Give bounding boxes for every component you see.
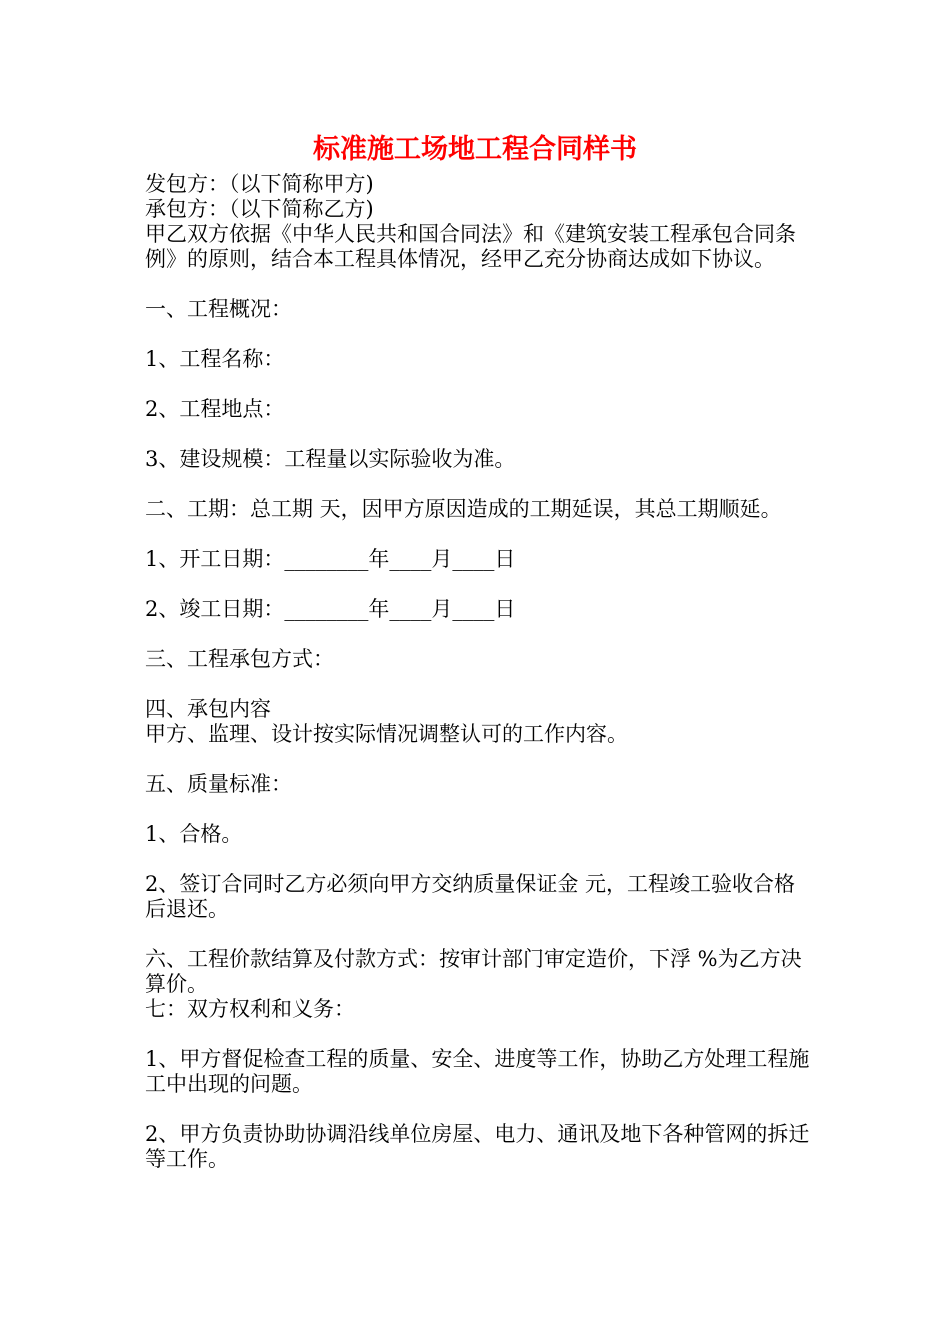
spacer <box>145 847 815 872</box>
spacer <box>145 372 815 397</box>
section-heading-contract-method: 三、工程承包方式： <box>145 647 334 671</box>
spacer <box>145 522 815 547</box>
item-completion-date: 2、竣工日期：________年____月____日 <box>145 597 516 621</box>
paragraph-contractor: 承包方：（以下简称乙方) <box>145 197 374 221</box>
spacer <box>145 422 815 447</box>
section-heading-overview: 一、工程概况： <box>145 297 292 321</box>
document-body <box>145 172 815 1172</box>
spacer <box>145 622 815 647</box>
item-project-location: 2、工程地点： <box>145 397 285 421</box>
spacer <box>145 272 815 297</box>
spacer <box>145 322 815 347</box>
section-heading-duration: 二、工期：总工期 天，因甲方原因造成的工期延误，其总工期顺延。 <box>145 497 782 521</box>
item-construction-scale: 3、建设规模：工程量以实际验收为准。 <box>145 447 516 471</box>
item-quality-pass: 1、合格。 <box>145 822 243 846</box>
spacer <box>145 472 815 497</box>
section-heading-payment: 六、工程价款结算及付款方式：按审计部门审定造价，下浮 %为乙方决算价。 <box>145 947 802 996</box>
section-heading-rights: 七：双方权利和义务： <box>145 997 355 1021</box>
document-title: 标准施工场地工程合同样书 <box>313 134 637 165</box>
spacer <box>145 922 815 947</box>
item-quality-deposit: 2、签订合同时乙方必须向甲方交纳质量保证金 元，工程竣工验收合格后退还。 <box>145 872 796 921</box>
spacer <box>145 1022 815 1047</box>
paragraph-employer: 发包方：（以下简称甲方) <box>145 172 374 196</box>
paragraph-preamble: 甲乙双方依据《中华人民共和国合同法》和《建筑安装工程承包合同条例》的原则，结合本工程具体情况，经甲乙充分协商达成如下协议。 <box>145 222 796 271</box>
spacer <box>145 1097 815 1122</box>
spacer <box>145 672 815 697</box>
item-rights-coordination: 2、甲方负责协助协调沿线单位房屋、电力、通讯及地下各种管网的拆迁等工作。 <box>145 1122 810 1171</box>
spacer <box>145 747 815 772</box>
section-heading-quality: 五、质量标准： <box>145 772 292 796</box>
item-project-name: 1、工程名称： <box>145 347 285 371</box>
item-rights-supervision: 1、甲方督促检查工程的质量、安全、进度等工作，协助乙方处理工程施工中出现的问题。 <box>145 1047 810 1096</box>
spacer <box>145 797 815 822</box>
section-heading-contract-content: 四、承包内容 <box>145 697 271 721</box>
item-start-date: 1、开工日期：________年____月____日 <box>145 547 516 571</box>
spacer <box>145 572 815 597</box>
paragraph-contract-content: 甲方、监理、设计按实际情况调整认可的工作内容。 <box>145 722 628 746</box>
